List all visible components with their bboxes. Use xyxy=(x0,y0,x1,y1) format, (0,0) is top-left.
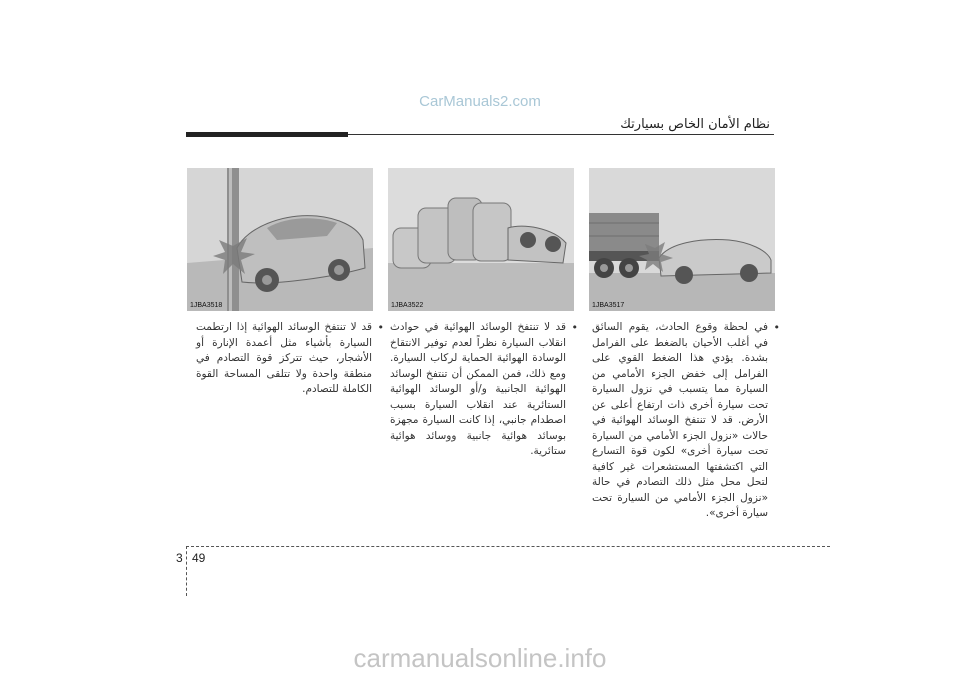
column-text: قد لا تنتفخ الوسائد الهوائية في حوادث انقلاب السيارة نظراً لعدم توفير الانتقاخ الوسادة الهوائية الحماية لركاب السيارة. ومع ذلك، فمن الممكن أن تنتفخ الوسائد الهوائية الجانبية و/أو الوسائد الهوائية الستائرية عند انقلاب السيارة بسبب اصطدام جانبي، إذا كانت السيارة مجهزة بوسائد هوائية جانبية ووسائد هوائية ستائرية. xyxy=(390,321,566,457)
watermark-bottom: carmanualsonline.info xyxy=(353,643,607,673)
text-column-rollover xyxy=(390,320,578,460)
column-text: في لحظة وقوع الحادث، يقوم السائق في أغلب الأحيان بالضغط على الفرامل بشدة. يؤدي هذا الضغط القوي على الفرامل إلى خفض الجزء الأمامي من السيارة مما يتسبب في نزول السيارة تحت سيارة أخرى ذات ارتفاع أعلى عن الأرض. قد لا تنتفخ الوسائد الهوائية في حالات «نزول الجزء الأمامي من السيارة تحت سيارة أخرى» لكون قوة التسارع التي اكتشفتها المستشعرات غير كافية لتحل محل مثل ذلك التصادم في حالة «نزول الجزء الأمامي من السيارة تحت سيارة أخرى». xyxy=(592,321,768,519)
header-bar xyxy=(186,132,348,137)
pole-collision-illustration xyxy=(187,168,373,311)
watermark-top: CarManuals2.com xyxy=(419,93,541,110)
text-column-pole xyxy=(196,320,384,398)
footer-vertical-rule xyxy=(186,546,187,596)
figure-underride xyxy=(589,168,775,311)
column-text: قد لا تنتفخ الوسائد الهوائية إذا ارتطمت السيارة بأشياء مثل أعمدة الإنارة أو الأشجار، حيث تتركز قوة التصادم في منطقة واحدة ولا تتلقى المساحة القوة الكاملة للتصادم. xyxy=(196,321,372,395)
footer-rule xyxy=(186,546,830,547)
bullet: • xyxy=(773,321,780,334)
page-number-value: 49 xyxy=(192,551,206,565)
page-header-title: نظام الأمان الخاص بسيارتك xyxy=(620,117,770,132)
figure-caption: 1JBA3522 xyxy=(391,302,424,309)
figure-rollover xyxy=(388,168,574,311)
bullet: • xyxy=(571,321,578,334)
section-number: 3 xyxy=(176,551,183,565)
underride-illustration xyxy=(589,168,775,311)
figure-pole-collision xyxy=(187,168,373,311)
bullet: • xyxy=(377,321,384,334)
figure-caption: 1JBA3518 xyxy=(190,302,223,309)
figure-caption: 1JBA3517 xyxy=(592,302,625,309)
rollover-illustration xyxy=(388,168,574,311)
text-column-underride xyxy=(592,320,780,522)
